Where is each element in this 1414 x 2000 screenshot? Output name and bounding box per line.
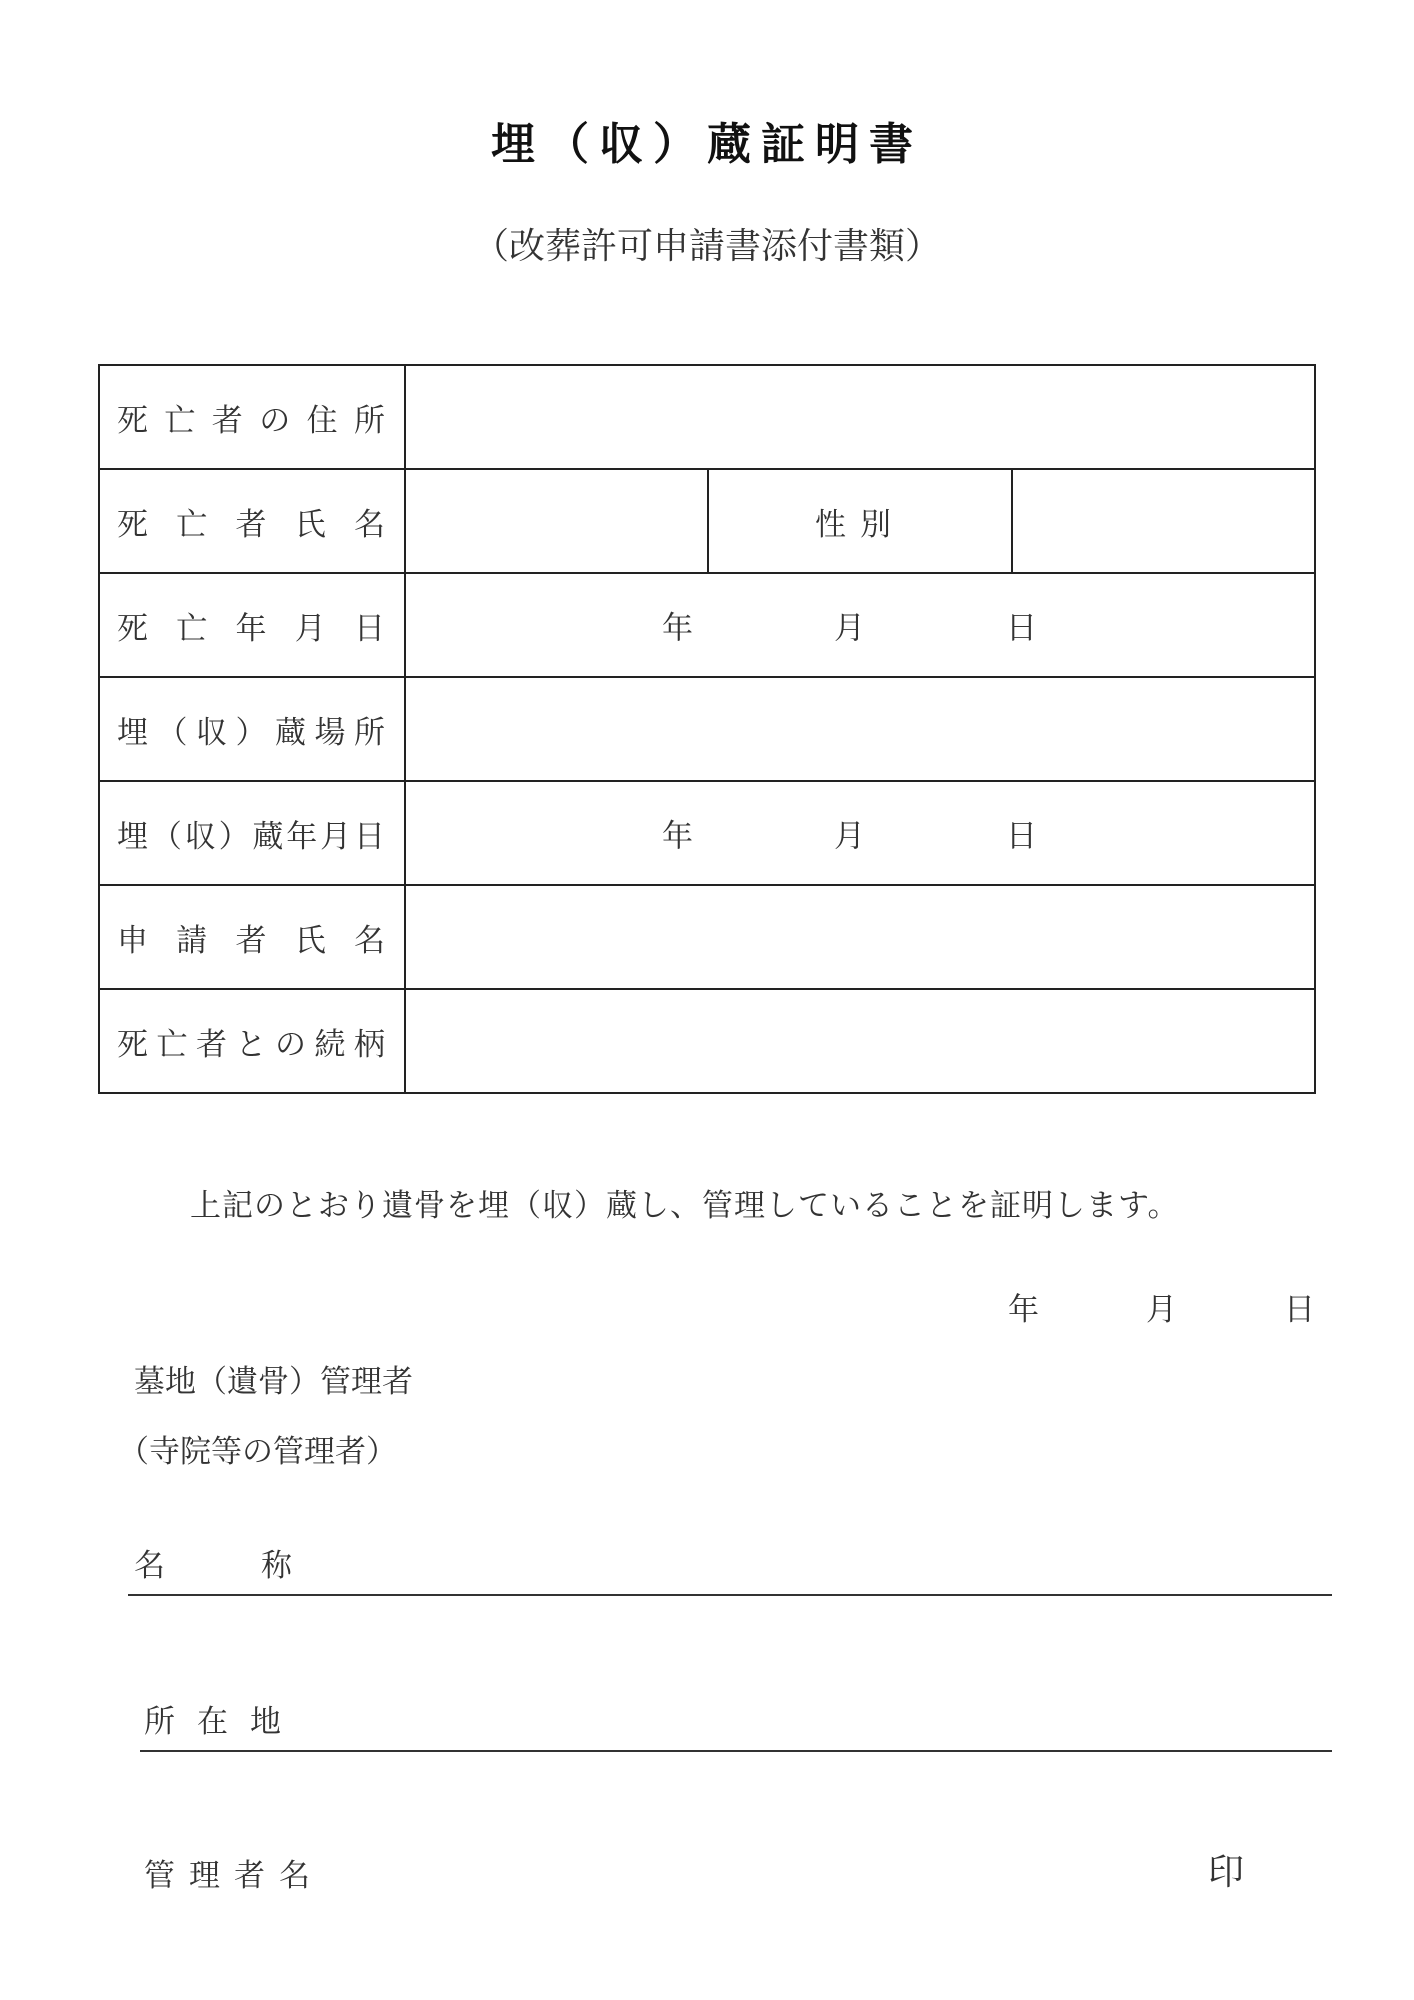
death-date-field[interactable] [405,573,1315,677]
burial-date-field[interactable] [405,781,1315,885]
row-label-cell [99,677,405,781]
address-label: 所在地 [144,1704,303,1740]
year-unit: 年 [662,610,693,647]
relationship-field[interactable] [405,989,1315,1093]
day-unit: 日 [1006,610,1037,647]
applicant-name-label: 申請者氏名 [117,922,387,959]
row-label-cell [99,469,405,573]
row-label-cell [99,989,405,1093]
issue-day-unit: 日 [1284,1292,1315,1328]
name-input-line[interactable] [128,1594,1332,1596]
month-unit: 月 [834,818,865,855]
year-unit: 年 [662,818,693,855]
deceased-name-field[interactable] [405,469,708,573]
day-unit: 日 [1006,818,1037,855]
document-title: 埋（収）蔵証明書 [491,119,923,170]
table-row [99,885,1315,989]
applicant-name-field[interactable] [405,885,1315,989]
table-row [99,573,1315,677]
deceased-name-label: 死亡者氏名 [117,506,387,543]
manager-subheading: （寺院等の管理者） [118,1434,397,1470]
death-date-label: 死亡年月日 [117,610,387,647]
seal-mark: 印 [1208,1852,1245,1893]
deceased-address-field[interactable] [405,365,1315,469]
table-row [99,469,1315,573]
burial-place-label: 埋（収）蔵場所 [117,714,387,751]
issue-month-unit: 月 [1146,1292,1177,1328]
issue-year-unit: 年 [1008,1292,1039,1328]
month-unit: 月 [834,610,865,647]
table-row [99,989,1315,1093]
relationship-label: 死亡者との続柄 [117,1026,387,1063]
certificate-table [98,364,1316,1094]
row-label-cell [99,885,405,989]
deceased-address-label: 死亡者の住所 [117,402,387,439]
table-row [99,365,1315,469]
document-subtitle: （改葬許可申請書添付書類） [472,226,941,267]
certification-statement: 上記のとおり遺骨を埋（収）蔵し、管理していることを証明します。 [190,1188,1180,1224]
name-label: 名称 [134,1548,388,1584]
address-input-line[interactable] [140,1750,1332,1752]
row-label-cell [99,781,405,885]
burial-place-field[interactable] [405,677,1315,781]
table-row [99,677,1315,781]
gender-label: 性別 [708,469,1011,573]
burial-date-label: 埋（収）蔵年月日 [117,818,387,855]
row-label-cell [99,365,405,469]
gender-field[interactable] [1012,469,1315,573]
manager-name-label: 管理者名 [144,1858,324,1894]
table-row [99,781,1315,885]
manager-heading: 墓地（遺骨）管理者 [134,1364,413,1400]
row-label-cell [99,573,405,677]
